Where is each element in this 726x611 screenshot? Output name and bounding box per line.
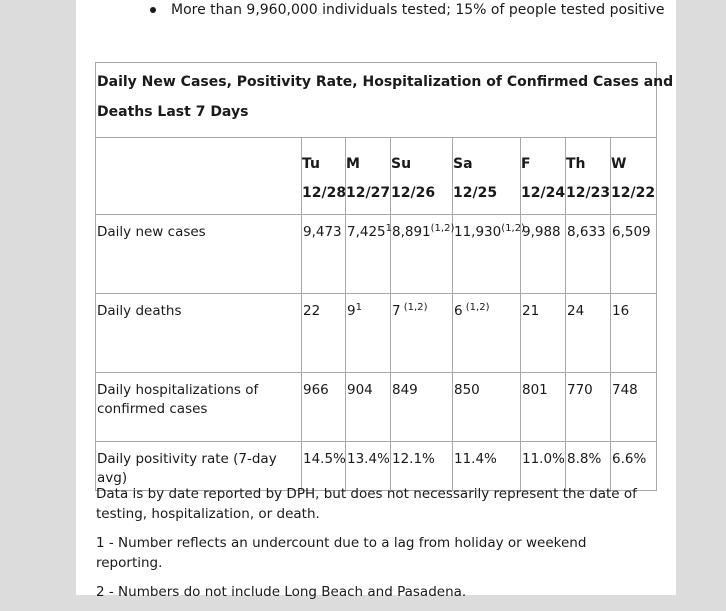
column-day: Th bbox=[566, 156, 586, 172]
cell-value: 6.6% bbox=[612, 451, 647, 467]
table-cell bbox=[566, 215, 611, 294]
header-empty-cell bbox=[96, 138, 302, 215]
cell-value: 801 bbox=[522, 382, 548, 398]
footnote-marker: (1,2) bbox=[430, 223, 455, 234]
column-day: Su bbox=[391, 156, 412, 172]
cell-value: 770 bbox=[567, 382, 593, 398]
cell-value: 14.5% bbox=[303, 451, 346, 467]
column-day: M bbox=[346, 156, 360, 172]
table-cell bbox=[611, 373, 657, 442]
table-cell bbox=[391, 294, 453, 373]
cell-value: 7,425 bbox=[347, 224, 386, 240]
column-day: F bbox=[521, 156, 531, 172]
table-row bbox=[96, 294, 657, 373]
table-cell bbox=[346, 294, 391, 373]
cell-value: 11.0% bbox=[522, 451, 565, 467]
cell-value: 6,509 bbox=[612, 224, 651, 240]
table-row bbox=[96, 373, 657, 442]
footnote-marker: 1 bbox=[355, 302, 362, 313]
column-header bbox=[521, 138, 566, 215]
table-cell bbox=[302, 373, 346, 442]
column-date: 12/24 bbox=[521, 185, 566, 201]
cell-value: 850 bbox=[454, 382, 480, 398]
column-header bbox=[453, 138, 521, 215]
footnotes bbox=[96, 484, 656, 611]
cell-value: 21 bbox=[522, 303, 540, 319]
cell-value: 11,930 bbox=[454, 224, 502, 240]
column-date: 12/27 bbox=[346, 185, 391, 201]
column-day: Tu bbox=[302, 156, 320, 172]
table-cell bbox=[302, 215, 346, 294]
cell-value: 8,633 bbox=[567, 224, 606, 240]
cell-value: 22 bbox=[303, 303, 321, 319]
table-cell bbox=[611, 294, 657, 373]
footnote-marker: (1,2) bbox=[462, 302, 490, 313]
table-cell bbox=[521, 294, 566, 373]
row-label: Daily new cases bbox=[96, 215, 302, 294]
cell-value: 12.1% bbox=[392, 451, 435, 467]
footnote-marker: 1 bbox=[385, 223, 393, 234]
cell-value: 9 bbox=[347, 303, 356, 319]
column-date: 12/23 bbox=[566, 185, 611, 201]
content-page bbox=[76, 0, 676, 600]
column-day: W bbox=[611, 156, 627, 172]
bullet-icon bbox=[150, 7, 156, 13]
column-date: 12/28 bbox=[302, 185, 347, 201]
cell-value: 6 bbox=[454, 303, 463, 319]
table-cell bbox=[302, 294, 346, 373]
covid-data-table bbox=[95, 62, 674, 491]
cell-value: 748 bbox=[612, 382, 638, 398]
footnote-marker: (1,2) bbox=[400, 302, 428, 313]
column-day: Sa bbox=[453, 156, 473, 172]
table-title bbox=[96, 63, 674, 138]
column-date: 12/26 bbox=[391, 185, 436, 201]
table-cell bbox=[453, 294, 521, 373]
bullet-text: More than 9,960,000 individuals tested; 15% of people tested positive bbox=[171, 2, 665, 18]
column-date: 12/22 bbox=[611, 185, 656, 201]
footnote-data-source: Data is by date reported by DPH, but does not necessarily represent the date of testing, hospitalization, or death. bbox=[96, 486, 637, 522]
cell-value: 13.4% bbox=[347, 451, 390, 467]
table-cell bbox=[346, 215, 391, 294]
table-cell bbox=[521, 373, 566, 442]
cell-value: 9,473 bbox=[303, 224, 342, 240]
table-cell bbox=[391, 373, 453, 442]
column-date: 12/25 bbox=[453, 185, 498, 201]
column-header bbox=[611, 138, 657, 215]
table-title-line2: Deaths Last 7 Days bbox=[97, 104, 249, 120]
column-header bbox=[391, 138, 453, 215]
table-cell bbox=[453, 373, 521, 442]
footnote-1: 1 - Number reflects an undercount due to a lag from holiday or weekend reporting. bbox=[96, 535, 587, 571]
cell-value: 7 bbox=[392, 303, 401, 319]
table-cell bbox=[566, 294, 611, 373]
table-row bbox=[96, 215, 657, 294]
row-label: Daily hospitalizations of confirmed cases bbox=[96, 373, 302, 442]
table-cell bbox=[346, 373, 391, 442]
cell-value: 11.4% bbox=[454, 451, 497, 467]
footnote-marker: (1,2) bbox=[501, 223, 525, 234]
table-cell bbox=[391, 215, 453, 294]
cell-value: 9,988 bbox=[522, 224, 561, 240]
row-label: Daily deaths bbox=[96, 294, 302, 373]
column-header bbox=[566, 138, 611, 215]
table-cell bbox=[566, 373, 611, 442]
table-cell bbox=[521, 215, 566, 294]
table-cell bbox=[453, 215, 525, 294]
cell-value: 16 bbox=[612, 303, 630, 319]
cell-value: 904 bbox=[347, 382, 373, 398]
cell-value: 24 bbox=[567, 303, 585, 319]
cell-value: 8.8% bbox=[567, 451, 602, 467]
column-header bbox=[346, 138, 391, 215]
cell-value: 966 bbox=[303, 382, 329, 398]
cell-value: 849 bbox=[392, 382, 418, 398]
column-header bbox=[302, 138, 346, 215]
table-title-line1: Daily New Cases, Positivity Rate, Hospitalization of Confirmed Cases and bbox=[97, 74, 674, 90]
cell-value: 8,891 bbox=[392, 224, 431, 240]
row-label: Daily positivity rate (7-day avg) bbox=[96, 442, 302, 491]
header-row bbox=[96, 138, 657, 215]
footnote-2: 2 - Numbers do not include Long Beach and Pasadena. bbox=[96, 584, 467, 600]
table-cell bbox=[611, 215, 657, 294]
